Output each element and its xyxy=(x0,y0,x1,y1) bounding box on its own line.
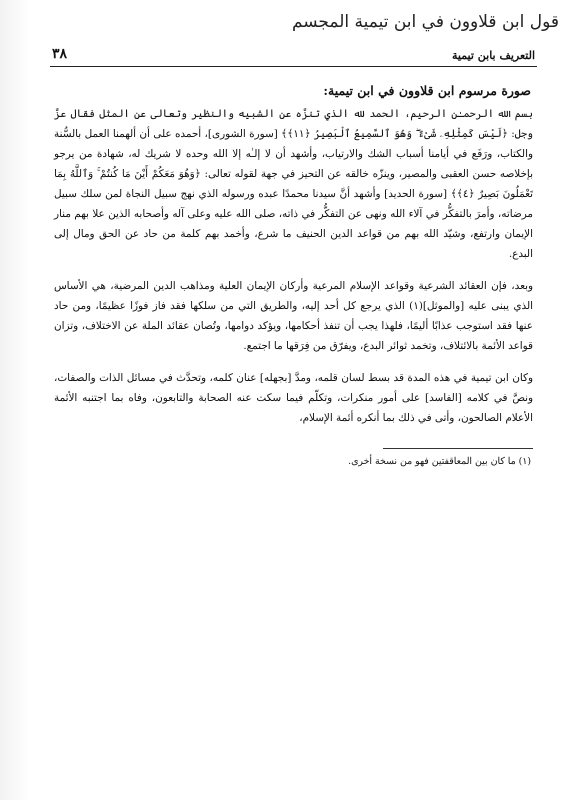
paragraph-basmala: بسم الله الرحمـٰن الرحيم، الحمد لله الذي تنزَّه عن الشبيه والنظير وتعالى عن المثل فقال عزَّ وجل: ﴿لَيْسَ كَمِثْلِهِۦ شَىْءٌ ۖ وَهُوَ ٱلسَّمِيعُ ٱلْبَصِيرُ ﴿١١﴾﴾ [سورة الشورى]، أحمده على أن ألهمنا العمل بالسُّنة والكتاب، ورَفَع في أيامنا أسباب الشك والارتياب، وأشهد أن لا إلـٰه إلا الله وحده لا شريك له، شهادة من يرجو بإخلاصه حسن العقبى والمصير، وينزّه خالقه عن التحيز في جهة لقوله تعالى: ﴿وَهُوَ مَعَكُمْ أَيْنَ مَا كُنتُمْ ۚ وَٱللَّهُ بِمَا تَعْمَلُونَ بَصِيرٌ ﴿٤﴾﴾ [سورة الحديد] وأشهد أنَّ سيدنا محمدًا عبده ورسوله الذي نهج سبيل النجاة لمن سلك سبيل مرضاته، وأمرَ بالتفكُّر في آلاء الله ونهى عن التفكُّر في ذاته، صلى الله عليه وعلى آله وأصحابه الذين علا بهم منار الإيمان وارتفع، وشيّد الله بهم من قواعد الدين الحنيف ما شرع، وأخمد بهم كلمة من حاد عن الحق ومال إلى البدع. xyxy=(54,108,533,260)
scan-edge-shadow xyxy=(0,0,30,800)
window-title: قول ابن قلاوون في ابن تيمية المجسم xyxy=(291,12,559,32)
paragraph-wa-baad: وبعد، فإن العقائد الشرعية وقواعد الإسلام المرعية وأركان الإيمان العلية ومذاهب الدين المرضية، هي الأساس الذي يبنى عليه [والموثل](١) الذي يرجع كل أحد إليه، والطريق التي من سلكها فقد فاز فوزًا عظيمًا، ومن حاد عنها فقد استوجب عذابًا أليمًا، فلهذا يجب أن تنفذ أحكامها، ويؤكد دوامها، وتُصان عقائد الملة عن الاختلاف، وتزان قواعد الأئمة بالائتلاف، وتخمد ثوائر البدع، ويفرّق من فِرَقها ما اجتمع. xyxy=(54,280,533,352)
running-book-title: التعريف بابن تيمية xyxy=(451,49,535,62)
paragraph-ibn-taymiyya: وكان ابن تيمية في هذه المدة قد بسط لسان قلمه، ومدَّ [بجهله] عنان كلمه، وتحدَّث في مسائل الذات والصفات، ونصَّ في كلامه [الفاسد] على أمور منكرات، وتكلّم فيما سكت عنه الصحابة والتابعون، وفاه بما اجتنبه الأئمة الأعلام الصالحون، وأتى في ذلك بما أنكره أئمة الإسلام، xyxy=(54,372,533,424)
footnote-divider xyxy=(383,448,533,449)
running-header xyxy=(50,40,537,67)
footnote: (١) ما كان بين المعاقفتين فهو من نسخة أخرى. xyxy=(348,456,531,467)
book-page xyxy=(50,40,537,780)
section-heading: صورة مرسوم ابن قلاوون في ابن تيمية: xyxy=(323,83,531,98)
page-number: ٣٨ xyxy=(52,46,68,62)
